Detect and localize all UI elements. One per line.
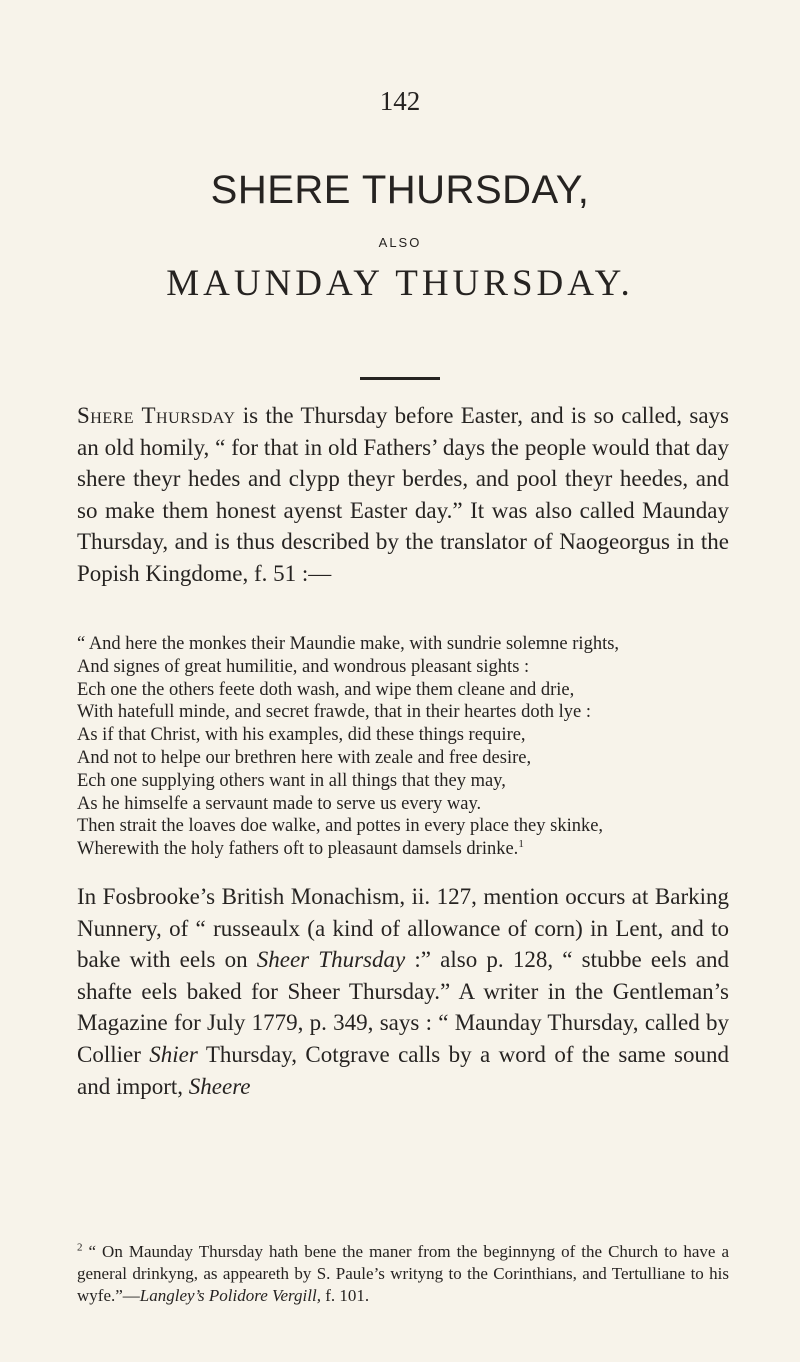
page-number: 142 [379,86,421,116]
paragraph-text: :” also p. 128, “ stubbe eels and shafte eels baked for Sheer Thursday.” A writer in the Gentleman’s Magazine for July 1779, p. 349, says : “ Maunday Thursday, called by Collier [77,947,729,1067]
footnote [77,1241,729,1307]
footnote-mark: 2 [77,1241,83,1254]
verse-line: And signes of great humilitie, and wondrous pleasant sights : [77,656,530,677]
paragraph-lead: Shere Thursday [77,403,236,428]
verse-line: As if that Christ, with his examples, did these things require, [77,725,526,746]
italic-term: Shier [149,1041,198,1067]
footnote-folio: f. 101. [320,1286,370,1305]
verse-line: “ And here the monkes their Maundie make, with sundrie solemne rights, [77,634,620,654]
chapter-title: SHERE THURSDAY, [210,168,590,212]
paragraph-text: Thursday, Cotgrave calls by a word of the same sound and import, [77,1041,730,1099]
verse-line-last [77,838,729,861]
verse-line: As he himselfe a servaunt made to serve us every way. [77,793,482,814]
paragraph-fosbrooke [77,881,729,1102]
verse-line: Ech one the others feete doth wash, and wipe them cleane and drie, [77,679,575,700]
verse-line: With hatefull minde, and secret frawde, that in their heartes doth lye : [77,702,591,723]
footnote-reference: 1 [518,838,524,851]
verse-line: And not to helpe our brethren here with zeale and free desire, [77,747,532,768]
title-divider [360,377,440,380]
chapter-subtitle: MAUNDAY THURSDAY. [166,263,634,304]
paragraph-intro-text: is the Thursday before Easter, and is so called, says an old homily, “ for that in old Fathers’ days the people would that day shere theyr hedes and clypp theyr berdes, and pool theyr heedes, and so make them honest ayenst Easter day.” It was also called Maunday Thursday, and is thus described by the translator of Naogeorgus in the Popish Kingdome, f. 51 :— [77,403,729,586]
italic-term: Sheere [188,1073,251,1099]
verse-line-text: Wherewith the holy fathers oft to pleasaunt damsels drinke. [77,839,519,860]
footnote-source: Langley’s Polidore Vergill, [139,1286,321,1305]
verse-line: Then strait the loaves doe walke, and pottes in every place they skinke, [77,816,604,837]
verse-quotation [77,633,729,861]
footnote-text: “ On Maunday Thursday hath bene the maner from the beginnyng of the Church to have a general drinkyng, as appeareth by S. Paule’s writyng to the Corinthians, and Tertulliane to his wyfe.”— [77,1242,729,1305]
paragraph-intro [77,400,729,590]
title-connector: ALSO [378,235,422,250]
italic-term: Sheer Thursday [256,947,406,973]
verse-line: Ech one supplying others want in all things that they may, [77,770,506,791]
paragraph-text: In Fosbrooke’s British Monachism, ii. 127, mention occurs at Barking Nunnery, of “ russeaulx (a kind of allowance of corn) in Lent, and to bake with eels on [77,884,729,973]
